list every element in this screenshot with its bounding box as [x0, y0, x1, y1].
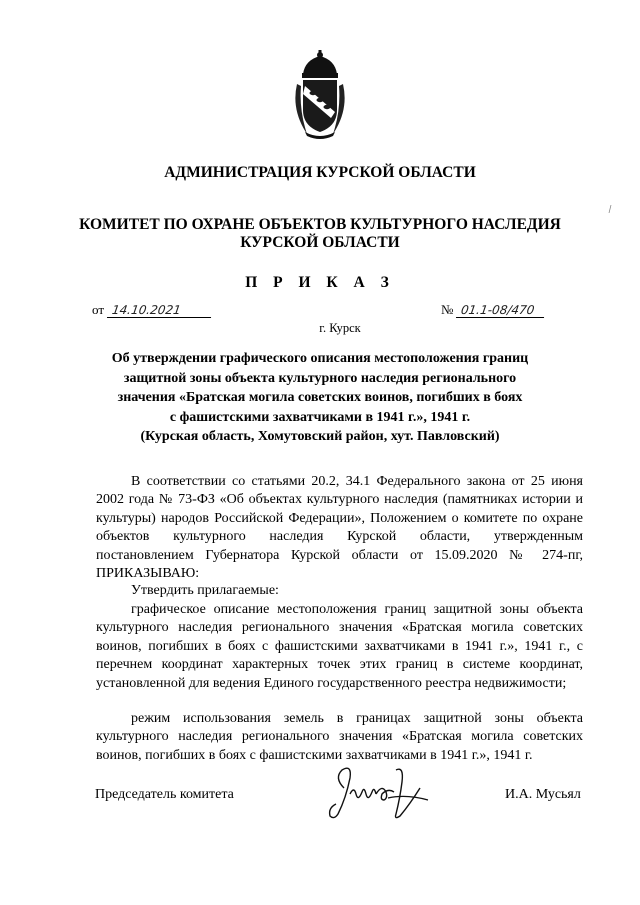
subject-line3: значения «Братская могила советских воинов, погибших в боях — [117, 390, 523, 405]
subject-line5: (Курская область, Хомутовский район, хут. Павловский) — [140, 429, 500, 444]
order-number — [441, 302, 545, 318]
committee-title — [0, 216, 640, 252]
committee-title-line2: КУРСКОЙ ОБЛАСТИ — [240, 234, 400, 251]
document-type: П Р И К А З — [245, 274, 395, 291]
body-paragraph-1: В соответствии со статьями 20.2, 34.1 Федерального закона от 25 июня 2002 года № 73-ФЗ «Об объектах культурного наследия (памятниках истории и культуры) народов Российской Федерации», Положением о комитете по охране объектов культурного наследия Курской области, утвержденным постановлением Губернатора Курской области от 15.09.2020 № 274-пг, ПРИКАЗЫВАЮ: — [96, 474, 583, 582]
body-paragraph-2: Утвердить прилагаемые: — [131, 583, 279, 598]
handwritten-signature-icon — [316, 758, 434, 824]
number-prefix: № — [441, 302, 454, 317]
subject-line1: Об утверждении графического описания местоположения границ — [111, 351, 529, 366]
order-date — [92, 302, 212, 318]
scan-mark-icon — [608, 205, 612, 213]
city: г. Курск — [319, 321, 361, 335]
body-paragraph-3: графическое описание местоположения границ защитной зоны объекта культурного наследия регионального значения «Братская могила советских воинов, погибших в боях с фашистскими захватчиками в 1941 г.», 1941 г., с перечнем координат характерных точек этих границ в системе координат, установленной для ведения Единого государственного реестра недвижимости; — [96, 602, 583, 691]
subject-line2: защитной зоны объекта культурного наследия регионального — [123, 370, 517, 386]
administration-title: АДМИНИСТРАЦИЯ КУРСКОЙ ОБЛАСТИ — [164, 164, 476, 181]
signer-position: Председатель комитета — [95, 787, 234, 802]
committee-title-line1: КОМИТЕТ ПО ОХРАНЕ ОБЪЕКТОВ КУЛЬТУРНОГО НАСЛЕДИЯ — [79, 216, 561, 233]
kursk-coat-of-arms-icon — [289, 50, 351, 140]
body-paragraph-4: режим использования земель в границах защитной зоны объекта культурного наследия регионального значения «Братская могила советских воинов, погибших в боях с фашистскими захватчиками в 1941 г.», 1941 г. — [96, 711, 583, 763]
subject-line4: с фашистскими захватчиками в 1941 г.», 1941 г. — [169, 409, 471, 425]
date-prefix: от — [92, 302, 105, 317]
signer-name: И.А. Мусьял — [505, 787, 581, 802]
number-value: 01.1-08/470 — [456, 303, 546, 318]
order-subject — [80, 349, 560, 447]
date-value: 14.10.2021 — [107, 303, 213, 318]
